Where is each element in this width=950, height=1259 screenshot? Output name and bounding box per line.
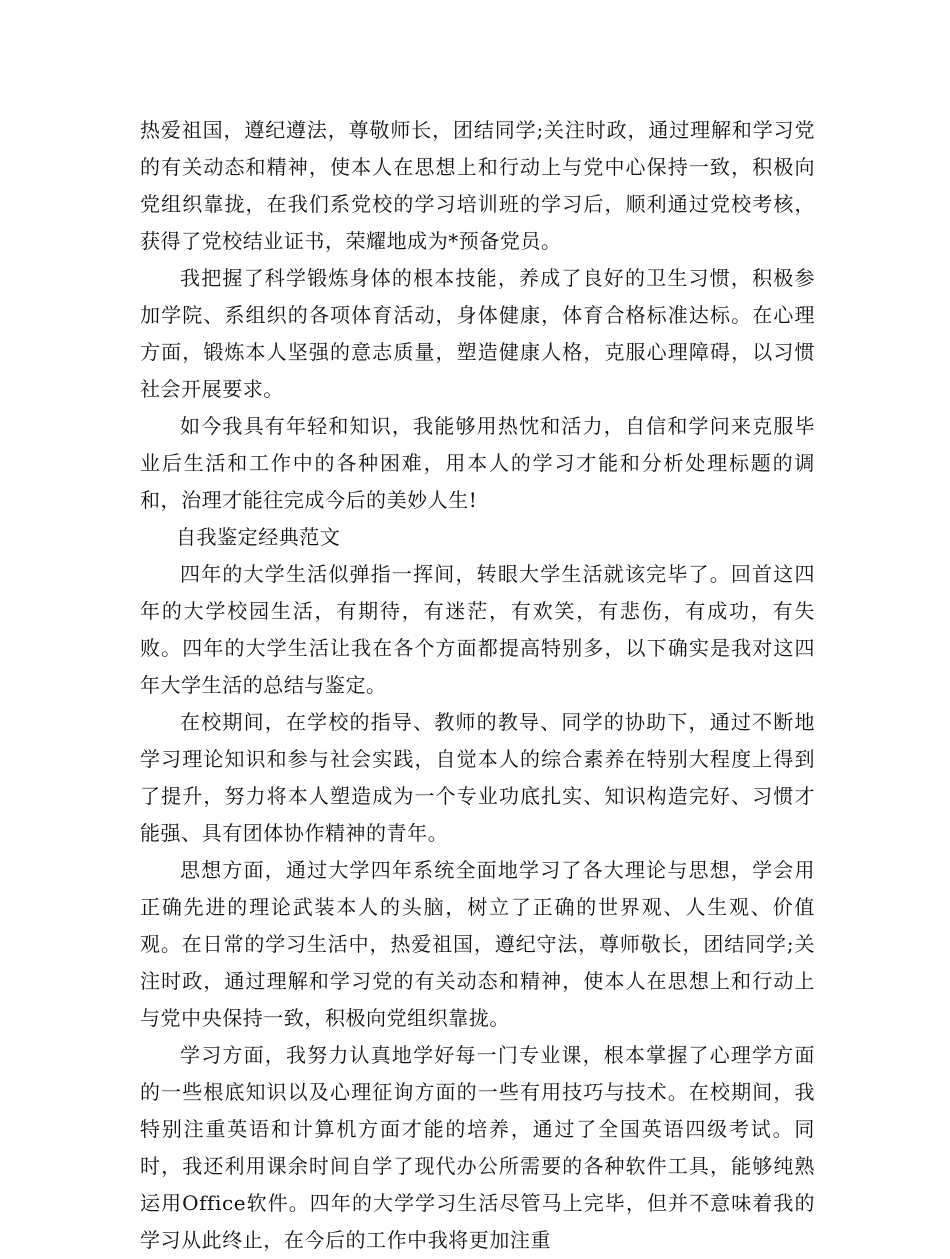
paragraph: 热爱祖国，遵纪遵法，尊敬师长，团结同学;关注时政，通过理解和学习党的有关动态和精神，使本人在思想上和行动上与党中心保持一致，积极向党组织靠拢，在我们系党校的学习培训班的学习后，顺利通过党校考核，获得了党校结业证书，荣耀地成为*预备党员。 — [140, 118, 815, 253]
paragraph: 四年的大学生活似弹指一挥间，转眼大学生活就该完毕了。回首这四年的大学校园生活，有期待，有迷茫，有欢笑，有悲伤，有成功，有失败。四年的大学生活让我在各个方面都提高特别多，以下确实是我对这四年大学生活的总结与鉴定。 — [140, 562, 815, 697]
paragraph: 在校期间，在学校的指导、教师的教导、同学的协助下，通过不断地学习理论知识和参与社会实践，自觉本人的综合素养在特别大程度上得到了提升，努力将本人塑造成为一个专业功底扎实、知识构造完好、习惯才能强、具有团体协作精神的青年。 — [140, 710, 815, 845]
document-body — [140, 112, 815, 1259]
paragraph: 我把握了科学锻炼身体的根本技能，养成了良好的卫生习惯，积极参加学院、系组织的各项体育活动，身体健康，体育合格标准达标。在心理方面，锻炼本人坚强的意志质量，塑造健康人格，克服心理障碍，以习惯社会开展要求。 — [140, 266, 815, 401]
section-heading: 自我鉴定经典范文 — [176, 525, 341, 549]
paragraph: 学习方面，我努力认真地学好每一门专业课，根本掌握了心理学方面的一些根底知识以及心理征询方面的一些有用技巧与技术。在校期间，我特别注重英语和计算机方面才能的培养，通过了全国英语四级考试。同时，我还利用课余时间自学了现代办公所需要的各种软件工具，能够纯熟运用Office软件。四年的大学学习生活尽管马上完毕，但并不意味着我的学习从此终止，在今后的工作中我将更加注重 — [140, 1043, 815, 1252]
paragraph: 如今我具有年轻和知识，我能够用热忱和活力，自信和学问来克服毕业后生活和工作中的各种困难，用本人的学习才能和分析处理标题的调和，治理才能往完成今后的美妙人生! — [140, 414, 815, 512]
paragraph: 思想方面，通过大学四年系统全面地学习了各大理论与思想，学会用正确先进的理论武装本人的头脑，树立了正确的世界观、人生观、价值观。在日常的学习生活中，热爱祖国，遵纪守法，尊师敬长，团结同学;关注时政，通过理解和学习党的有关动态和精神，使本人在思想上和行动上与党中央保持一致，积极向党组织靠拢。 — [140, 858, 815, 1030]
